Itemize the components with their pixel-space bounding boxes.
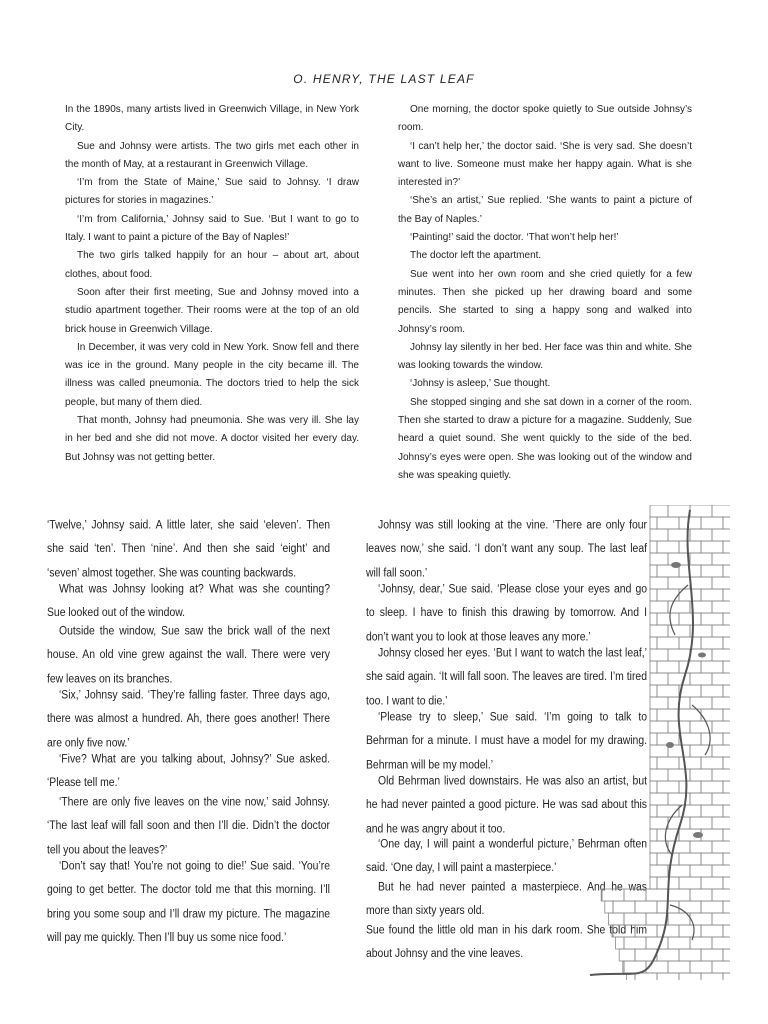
top-right-column bbox=[398, 101, 692, 485]
brick bbox=[650, 817, 668, 829]
brick bbox=[668, 865, 690, 877]
brick-wall bbox=[601, 505, 730, 980]
paragraph: ‘One day, I will paint a wonderful picture,’ Behrman often said. ‘One day, I will paint a masterpiece.’ bbox=[366, 839, 647, 876]
brick bbox=[701, 757, 723, 769]
brick bbox=[657, 781, 679, 793]
brick bbox=[679, 925, 701, 937]
brick bbox=[608, 913, 624, 925]
brick bbox=[650, 505, 668, 517]
brick bbox=[650, 877, 657, 889]
brick bbox=[723, 661, 730, 673]
brick bbox=[701, 853, 723, 865]
brick bbox=[679, 637, 701, 649]
brick bbox=[668, 505, 690, 517]
brick bbox=[679, 781, 701, 793]
brick bbox=[723, 709, 730, 721]
brick bbox=[723, 781, 730, 793]
brick bbox=[624, 937, 646, 949]
brick bbox=[635, 925, 657, 937]
brick bbox=[650, 709, 657, 721]
paragraph: Old Behrman lived downstairs. He was also an artist, but he had never painted a good picture. He was sad about this and he was angry about it too. bbox=[366, 775, 647, 836]
brick bbox=[712, 721, 730, 733]
brick bbox=[646, 937, 668, 949]
brick bbox=[701, 733, 723, 745]
paragraph: The two girls talked happily for an hour – about art, about clothes, about food. bbox=[65, 250, 359, 280]
brick bbox=[624, 913, 646, 925]
paragraph: ‘Five? What are you talking about, Johnsy?’ Sue asked. ‘Please tell me.’ bbox=[47, 753, 330, 791]
brick bbox=[701, 565, 723, 577]
brick bbox=[650, 589, 657, 601]
brick bbox=[650, 841, 668, 853]
brick bbox=[650, 661, 657, 673]
paragraph: Sue went into her own room and she cried quietly for a few minutes. Then she picked up her drawing board and some pencils. She started to sing a happy song and walked into Johnsy’s room. bbox=[398, 268, 692, 335]
brick bbox=[723, 613, 730, 625]
brick bbox=[723, 637, 730, 649]
brick bbox=[701, 685, 723, 697]
paragraph: But he had never painted a masterpiece. And he was more than sixty years old. bbox=[366, 881, 647, 918]
brick-wall-vine-illustration bbox=[580, 505, 730, 980]
brick bbox=[616, 937, 624, 949]
brick bbox=[650, 745, 668, 757]
brick bbox=[701, 901, 723, 913]
paragraph: ‘I’m from California,’ Johnsy said to Sue. ‘But I want to go to Italy. I want to paint a picture of the Bay of Naples!’ bbox=[65, 213, 359, 244]
brick bbox=[712, 817, 730, 829]
brick bbox=[712, 889, 730, 901]
brick bbox=[679, 853, 701, 865]
brick bbox=[668, 937, 690, 949]
brick bbox=[701, 637, 723, 649]
brick bbox=[679, 613, 701, 625]
brick bbox=[701, 949, 723, 961]
brick bbox=[650, 601, 668, 613]
brick bbox=[650, 577, 668, 589]
paragraph: Outside the window, Sue saw the brick wall of the next house. An old vine grew against the wall. There were very few leaves on its branches. bbox=[47, 626, 330, 687]
brick bbox=[613, 925, 635, 937]
brick bbox=[679, 949, 701, 961]
paragraph: ‘There are only five leaves on the vine now,’ said Johnsy. ‘The last leaf will fall soon and then I’ll die. Didn’t the doctor tell you about the leaves?’ bbox=[47, 796, 330, 857]
brick bbox=[701, 613, 723, 625]
brick bbox=[650, 697, 668, 709]
brick bbox=[712, 553, 730, 565]
brick bbox=[650, 649, 668, 661]
brick bbox=[657, 973, 679, 980]
paragraph: What was Johnsy looking at? What was she counting? Sue looked out of the window. bbox=[47, 583, 330, 620]
brick bbox=[679, 661, 701, 673]
brick bbox=[657, 685, 679, 697]
brick bbox=[650, 853, 657, 865]
brick bbox=[690, 889, 712, 901]
paragraph: In the 1890s, many artists lived in Greenwich Village, in New York City. bbox=[65, 104, 359, 134]
paragraph: ‘Six,’ Johnsy said. ‘They’re falling faster. Three days ago, there was almost a hundred. Ah, there goes another! There are only five now.’ bbox=[47, 689, 330, 750]
brick bbox=[657, 949, 679, 961]
paragraph: ‘Johnsy, dear,’ Sue said. ‘Please close your eyes and go to sleep. I have to finish this drawing by tomorrow. And I don’t want you to look at those leaves any more.’ bbox=[366, 583, 647, 644]
brick bbox=[650, 793, 668, 805]
paragraph: Soon after their first meeting, Sue and Johnsy moved into a studio apartment together. Their rooms were at the top of an old brick house in Greenwich Village. bbox=[65, 286, 359, 335]
paragraph: Sue found the little old man in his dark room. She told him about Johnsy and the vine leaves. bbox=[366, 924, 647, 961]
brick bbox=[712, 625, 730, 637]
brick bbox=[690, 529, 712, 541]
brick bbox=[646, 913, 668, 925]
brick bbox=[712, 577, 730, 589]
brick bbox=[605, 901, 613, 913]
brick bbox=[668, 961, 690, 973]
brick bbox=[690, 505, 712, 517]
brick bbox=[723, 733, 730, 745]
brick bbox=[701, 541, 723, 553]
brick bbox=[650, 637, 657, 649]
paragraph: ‘Don’t say that! You’re not going to die!’ Sue said. ‘You’re going to get better. The doctor told me that this morning. I’ll bring you some soup and I’ll draw my picture. The magazine will pay me quickly. Then I’ll buy us some nice food.’ bbox=[47, 860, 330, 945]
brick bbox=[619, 949, 635, 961]
page-title: O. HENRY, THE LAST LEAF bbox=[293, 72, 475, 86]
brick bbox=[650, 769, 668, 781]
paragraph: ‘I’m from the State of Maine,’ Sue said to Johnsy. ‘I draw pictures for stories in magazines.’ bbox=[65, 177, 359, 207]
brick bbox=[712, 913, 730, 925]
brick bbox=[712, 649, 730, 661]
brick bbox=[657, 925, 679, 937]
brick bbox=[712, 961, 730, 973]
paragraph: That month, Johnsy had pneumonia. She was very ill. She lay in her bed and she did not move. A doctor visited her every day. But Johnsy was not getting better. bbox=[65, 415, 359, 463]
brick bbox=[650, 673, 668, 685]
brick bbox=[690, 553, 712, 565]
brick bbox=[723, 541, 730, 553]
brick bbox=[657, 661, 679, 673]
paragraph: ‘Please try to sleep,’ Sue said. ‘I’m going to talk to Behrman for a minute. I must have a model for my drawing. Behrman will be my model.’ bbox=[366, 711, 647, 772]
brick bbox=[650, 865, 668, 877]
paragraph: ‘Johnsy is asleep,’ Sue thought. bbox=[410, 378, 551, 390]
brick bbox=[712, 769, 730, 781]
brick bbox=[668, 649, 690, 661]
brick bbox=[657, 757, 679, 769]
brick bbox=[650, 685, 657, 697]
brick bbox=[668, 577, 690, 589]
brick bbox=[701, 781, 723, 793]
brick bbox=[650, 721, 668, 733]
brick bbox=[690, 673, 712, 685]
brick bbox=[712, 601, 730, 613]
brick bbox=[690, 769, 712, 781]
brick bbox=[679, 877, 701, 889]
brick bbox=[668, 841, 690, 853]
brick bbox=[690, 961, 712, 973]
brick bbox=[723, 685, 730, 697]
brick bbox=[701, 661, 723, 673]
brick bbox=[657, 709, 679, 721]
brick bbox=[701, 877, 723, 889]
brick bbox=[679, 517, 701, 529]
brick bbox=[690, 577, 712, 589]
brick bbox=[723, 517, 730, 529]
brick bbox=[613, 901, 635, 913]
top-left-column bbox=[65, 101, 359, 467]
brick bbox=[679, 973, 701, 980]
paragraph: ‘Twelve,’ Johnsy said. A little later, she said ‘eleven’. Then she said ‘ten’. Then ‘nine’. And then she said ‘eight’ and ‘seven’ almost together. She was counting backwards. bbox=[47, 519, 330, 580]
brick bbox=[712, 793, 730, 805]
brick bbox=[701, 517, 723, 529]
brick bbox=[723, 901, 730, 913]
paragraph: She stopped singing and she sat down in a corner of the room. Then she started to draw a picture for a magazine. Suddenly, Sue heard a quiet sound. She went quickly to the side of the bed. Johnsy’s eyes were open. She was looking out of the window and she was speaking quietly. bbox=[398, 396, 692, 481]
brick bbox=[650, 733, 657, 745]
brick bbox=[723, 949, 730, 961]
brick bbox=[650, 805, 657, 817]
brick bbox=[650, 625, 668, 637]
paragraph: Sue and Johnsy were artists. The two girls met each other in the month of May, at a restaurant in Greenwich Village. bbox=[65, 140, 359, 170]
brick bbox=[723, 757, 730, 769]
brick bbox=[712, 745, 730, 757]
brick bbox=[657, 853, 679, 865]
brick bbox=[701, 973, 723, 980]
paragraph: ‘I can’t help her,’ the doctor said. ‘She is very sad. She doesn’t want to live. Someone must make her happy again. What is she interested in?’ bbox=[398, 140, 692, 189]
brick bbox=[712, 937, 730, 949]
brick bbox=[650, 553, 668, 565]
bottom-left-column bbox=[47, 514, 330, 945]
brick bbox=[690, 817, 712, 829]
brick bbox=[723, 973, 730, 980]
brick bbox=[690, 793, 712, 805]
brick bbox=[712, 697, 730, 709]
brick bbox=[690, 841, 712, 853]
paragraph: One morning, the doctor spoke quietly to Sue outside Johnsy’s room. bbox=[398, 104, 692, 134]
brick bbox=[723, 853, 730, 865]
brick bbox=[723, 565, 730, 577]
brick bbox=[650, 781, 657, 793]
brick bbox=[701, 589, 723, 601]
brick bbox=[712, 841, 730, 853]
brick bbox=[657, 541, 679, 553]
brick bbox=[650, 757, 657, 769]
brick bbox=[668, 913, 690, 925]
paragraph: The doctor left the apartment. bbox=[410, 250, 542, 262]
brick bbox=[723, 829, 730, 841]
brick bbox=[712, 865, 730, 877]
brick bbox=[723, 925, 730, 937]
brick bbox=[701, 829, 723, 841]
brick bbox=[712, 529, 730, 541]
brick bbox=[690, 697, 712, 709]
brick bbox=[602, 889, 624, 901]
brick bbox=[650, 541, 657, 553]
brick bbox=[646, 889, 668, 901]
paragraph: Johnsy was still looking at the vine. ‘There are only four leaves now,’ she said. ‘I don’t want any soup. The last leaf will fall soon.’ bbox=[366, 519, 647, 580]
brick bbox=[635, 901, 657, 913]
paragraph: In December, it was very cold in New York. Snow fell and there was ice in the ground. Many people in the city became ill. The illness was called pneumonia. The doctors tried to help the sick people, but many of them died. bbox=[65, 341, 359, 408]
brick bbox=[701, 805, 723, 817]
brick bbox=[690, 937, 712, 949]
brick bbox=[712, 673, 730, 685]
paragraph: Johnsy closed her eyes. ‘But I want to watch the last leaf,’ she said again. ‘It will fall soon. The leaves are tired. I’m tired too. I want to die.’ bbox=[366, 647, 647, 708]
brick bbox=[650, 565, 657, 577]
brick bbox=[657, 517, 679, 529]
brick bbox=[723, 877, 730, 889]
brick bbox=[668, 889, 690, 901]
brick bbox=[624, 889, 646, 901]
brick bbox=[650, 829, 657, 841]
brick bbox=[723, 805, 730, 817]
brick bbox=[650, 529, 668, 541]
brick bbox=[712, 505, 730, 517]
brick bbox=[679, 757, 701, 769]
brick bbox=[679, 541, 701, 553]
brick bbox=[650, 613, 657, 625]
brick bbox=[657, 613, 679, 625]
brick bbox=[657, 637, 679, 649]
brick bbox=[723, 589, 730, 601]
brick bbox=[668, 673, 690, 685]
paragraph: ‘Painting!’ said the doctor. ‘That won’t help her!’ bbox=[410, 232, 619, 244]
brick bbox=[650, 517, 657, 529]
brick bbox=[679, 901, 701, 913]
paragraph: ‘She’s an artist,’ Sue replied. ‘She wants to paint a picture of the Bay of Naples.’ bbox=[398, 195, 692, 225]
paragraph: Johnsy lay silently in her bed. Her face was thin and white. She was looking towards the window. bbox=[398, 341, 692, 372]
brick bbox=[690, 865, 712, 877]
brick bbox=[701, 925, 723, 937]
